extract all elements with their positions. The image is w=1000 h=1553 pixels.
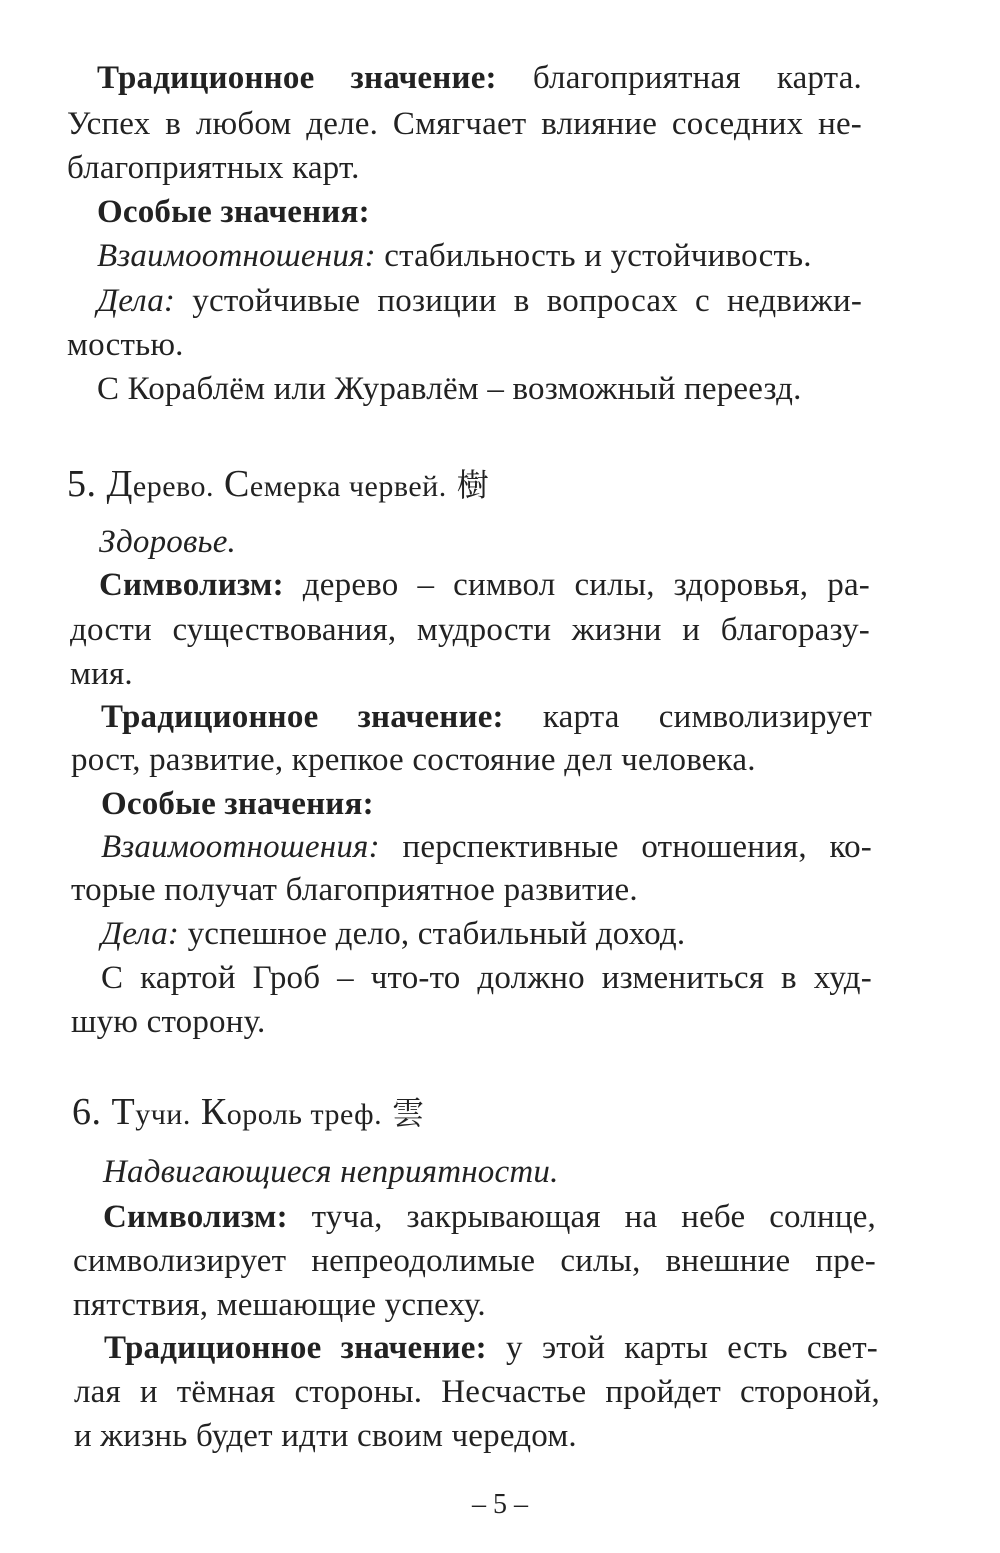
body-line: и жизнь будет идти своим чередом. xyxy=(74,1418,577,1454)
traditional-meaning-text: у этой карты есть свет- xyxy=(506,1330,879,1366)
body-line: шую сторону. xyxy=(71,1004,266,1040)
section-number: 5. xyxy=(67,463,97,505)
kanji-cloud-glyph: 雲 xyxy=(392,1094,425,1132)
kanji-tree-glyph: 樹 xyxy=(456,466,490,504)
deals-line xyxy=(97,281,862,321)
relationships-line xyxy=(97,236,812,276)
special-meanings-heading: Особые значения: xyxy=(97,194,370,230)
traditional-meaning-label: Традиционное значение: xyxy=(104,1330,487,1366)
section-subtitle: Здоровье. xyxy=(99,524,237,560)
heading-word: емерка червей. xyxy=(249,470,447,503)
heading-word: ерево. xyxy=(132,470,215,503)
heading-word: ороль треф. xyxy=(226,1098,383,1131)
symbolism-label: Символизм: xyxy=(99,567,284,603)
deals-text: устойчивые позиции в вопросах с недвижи- xyxy=(192,283,863,319)
body-line: пятствия, мешающие успеху. xyxy=(73,1287,486,1323)
heading-initial: С xyxy=(224,463,250,505)
section-heading-5 xyxy=(67,460,489,511)
deals-label: Дела: xyxy=(101,916,180,952)
combination-line: С картой Гроб – что-то должно измениться в худ- xyxy=(101,960,872,996)
body-line: символизирует непреодолимые силы, внешние пре- xyxy=(73,1243,876,1279)
body-line: Успех в любом деле. Смягчает влияние соседних не- xyxy=(67,106,862,142)
special-meanings-heading: Особые значения: xyxy=(101,786,374,822)
relationships-label: Взаимоотношения: xyxy=(97,238,376,274)
heading-initial: К xyxy=(200,1091,227,1133)
traditional-meaning-line xyxy=(97,58,862,98)
traditional-meaning-label: Традиционное значение: xyxy=(101,699,504,735)
body-line: рост, развитие, крепкое состояние дел человека. xyxy=(71,742,756,778)
heading-initial: Т xyxy=(111,1091,136,1133)
deals-line xyxy=(101,914,685,954)
body-line: мостью. xyxy=(67,327,184,363)
relationships-text: перспективные отношения, ко- xyxy=(402,829,872,865)
body-line: лая и тёмная стороны. Несчастье пройдет стороной, xyxy=(74,1374,880,1410)
traditional-meaning-line xyxy=(104,1328,878,1368)
body-line: дости существования, мудрости жизни и благоразу- xyxy=(70,612,870,648)
symbolism-line xyxy=(99,565,870,605)
traditional-meaning-line xyxy=(101,697,872,737)
relationships-text: стабильность и устойчивость. xyxy=(384,238,812,274)
deals-text: успешное дело, стабильный доход. xyxy=(187,916,686,952)
body-line: благоприятных карт. xyxy=(67,150,360,186)
symbolism-text: дерево – символ силы, здоровья, ра- xyxy=(302,567,870,603)
symbolism-line xyxy=(103,1197,876,1237)
traditional-meaning-text: благоприятная карта. xyxy=(532,60,863,96)
section-number: 6. xyxy=(72,1091,102,1133)
combination-line: С Кораблём или Журавлём – возможный переезд. xyxy=(97,371,802,407)
body-line: торые получат благоприятное развитие. xyxy=(71,872,638,908)
symbolism-text: туча, закрывающая на небе солнце, xyxy=(311,1199,876,1235)
relationships-line xyxy=(101,827,872,867)
section-subtitle: Надвигающиеся неприятности. xyxy=(103,1154,559,1190)
relationships-label: Взаимоотношения: xyxy=(101,829,380,865)
section-heading-6 xyxy=(72,1088,425,1139)
heading-word: учи. xyxy=(135,1098,191,1131)
symbolism-label: Символизм: xyxy=(103,1199,288,1235)
traditional-meaning-text: карта символизирует xyxy=(542,699,873,735)
traditional-meaning-label: Традиционное значение: xyxy=(97,60,497,96)
deals-label: Дела: xyxy=(97,283,176,319)
page-number: – 5 – xyxy=(472,1489,528,1520)
heading-initial: Д xyxy=(106,463,133,505)
body-line: мия. xyxy=(70,656,133,692)
